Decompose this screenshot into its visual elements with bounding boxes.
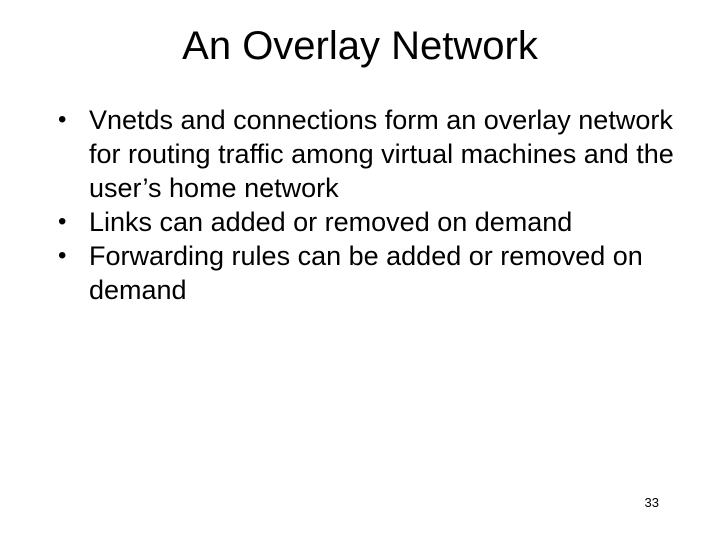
slide-number: 33	[644, 495, 659, 510]
bullet-text: Links can added or removed on demand	[89, 207, 573, 237]
slide-title: An Overlay Network	[182, 24, 538, 68]
bullet-marker: •	[58, 242, 67, 269]
bullet-text: Vnetds and connections form an overlay network for routing traffic among virtual machines and the user’s home network	[89, 105, 674, 203]
bullet-item	[58, 239, 698, 307]
bullet-marker: •	[58, 106, 67, 133]
bullet-list	[58, 103, 698, 307]
bullet-item	[58, 205, 698, 239]
bullet-item	[58, 103, 698, 205]
bullet-text: Forwarding rules can be added or removed on demand	[89, 241, 643, 305]
bullet-marker: •	[58, 208, 67, 235]
